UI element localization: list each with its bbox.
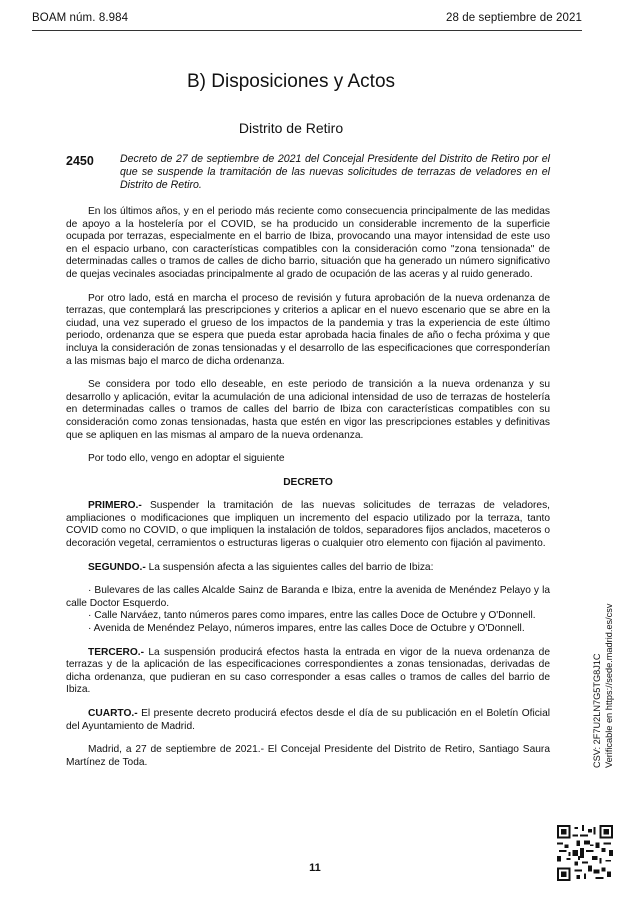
- list-item: · Avenida de Menéndez Pelayo, números impares, entre las calles Doce de Octubre y O'Donnell.: [88, 623, 525, 635]
- entry-summary: Decreto de 27 de septiembre de 2021 del Concejal Presidente del Distrito de Retiro por el que se suspende la tramitación de las nuevas solicitudes de terrazas de veladores en el Distrito de Retiro.: [120, 153, 550, 191]
- district-title: Distrito de Retiro: [238, 120, 344, 136]
- article-label: SEGUNDO.-: [88, 561, 146, 573]
- verification-text: [591, 568, 615, 768]
- publication-date: 28 de septiembre de 2021: [445, 12, 582, 24]
- article-text: La suspensión producirá efectos hasta la entrada en vigor de la nueva ordenanza de terrazas y de la aplicación de las especificaciones correspondientes a zonas tensionadas, derivadas de dicha ordenanza, que pudieran en su caso corresponder a esas calles o tramos de calles del barrio de Ibiza.: [66, 646, 550, 696]
- list-item: · Calle Narváez, tanto números pares como impares, entre las calles Doce de Octubre y O'Donnell.: [88, 610, 536, 622]
- article-tercero: [66, 647, 550, 697]
- entry-number: 2450: [66, 154, 94, 168]
- article-segundo: [66, 562, 550, 575]
- article-text: El presente decreto producirá efectos desde el día de su publicación en el Boletín Oficial del Ayuntamiento de Madrid.: [66, 708, 550, 732]
- section-title: B) Disposiciones y Actos: [186, 71, 396, 92]
- paragraph: Por todo ello, vengo en adoptar el siguiente: [88, 453, 285, 465]
- verification-url[interactable]: Verificable en https://sede.madrid.es/csv: [604, 603, 614, 768]
- page-number: 11: [309, 862, 321, 874]
- article-label: TERCERO.-: [88, 646, 145, 658]
- article-primero: [66, 500, 550, 550]
- article-text: Suspender la tramitación de las nuevas solicitudes de terrazas de veladores, ampliaciones o modificaciones que impliquen un incremento del espacio utilizado por la terraza, tanto COVID como no COVID, o que impliquen la instalación de toldos, separadores fijos anclados, maceteros o decoración vegetal, cerramientos o estructuras ligeras o cualquier otro elemento con fijación al pavimento.: [66, 500, 550, 550]
- header-rule: [32, 30, 582, 31]
- paragraph: En los últimos años, y en el periodo más reciente como consecuencia principalmente de las medidas de apoyo a la hostelería por el COVID, se ha producido un considerable incremento de la superficie ocupada por terrazas, especialmente en el barrio de Ibiza, provocando una mayor intensidad de este uso en el espacio urbano, con características compatibles con la consideración como "zona tensionada" de determinadas calles o tramos de calles de dicho barrio, situación que ha generado un número significativo de quejas vecinales asociadas principalmente al grado de ocupación de las aceras y al ruido generado.: [66, 206, 550, 280]
- decree-heading: DECRETO: [283, 476, 333, 488]
- publication-number: BOAM núm. 8.984: [32, 12, 129, 24]
- list-item: · Bulevares de las calles Alcalde Sainz de Baranda e Ibiza, entre la avenida de Menéndez Pelayo y la calle Doctor Esquerdo.: [66, 585, 550, 609]
- article-text: La suspensión afecta a las siguientes calles del barrio de Ibiza:: [145, 561, 434, 573]
- article-label: CUARTO.-: [88, 708, 138, 719]
- page-header: [32, 10, 582, 30]
- article-label: PRIMERO.-: [88, 500, 142, 512]
- paragraph: Se considera por todo ello deseable, en este periodo de transición a la nueva ordenanza y su desarrollo y aplicación, evitar la acumulación de una adicional intensidad de uso de terrazas de hostelería en determinadas calles o tramos de calles del barrio de Ibiza con características compatibles con su consideración como zonas tensionadas, hasta que estén en vigor las prescripciones estables y definitivas que se apliquen en las mismas al amparo de la nueva ordenanza.: [66, 379, 550, 441]
- article-cuarto: [66, 708, 550, 733]
- closing-signature: Madrid, a 27 de septiembre de 2021.- El Concejal Presidente del Distrito de Retiro, Santiago Saura Martínez de Toda.: [66, 744, 550, 768]
- qr-code: [557, 825, 613, 881]
- document-body: [66, 206, 550, 780]
- paragraph: Por otro lado, está en marcha el proceso de revisión y futura aprobación de la nueva ordenanza de terrazas, que contemplará las prescripciones y criterios a aplicar en el nuevo escenario que se abre en la ciudad, una vez superado el grueso de los impactos de la pandemia y tras la experiencia de este último periodo, ordenanza que se espera que pueda estar aprobada hacia finales de año o fecha próxima y que incluya la consideración de zonas tensionadas y el desarrollo de las especificaciones que corresponderían a las mismas bajo el marco de dicha ordenanza.: [66, 292, 550, 367]
- csv-code: CSV: 2F7U2LN7G5TG8J1C: [592, 653, 602, 768]
